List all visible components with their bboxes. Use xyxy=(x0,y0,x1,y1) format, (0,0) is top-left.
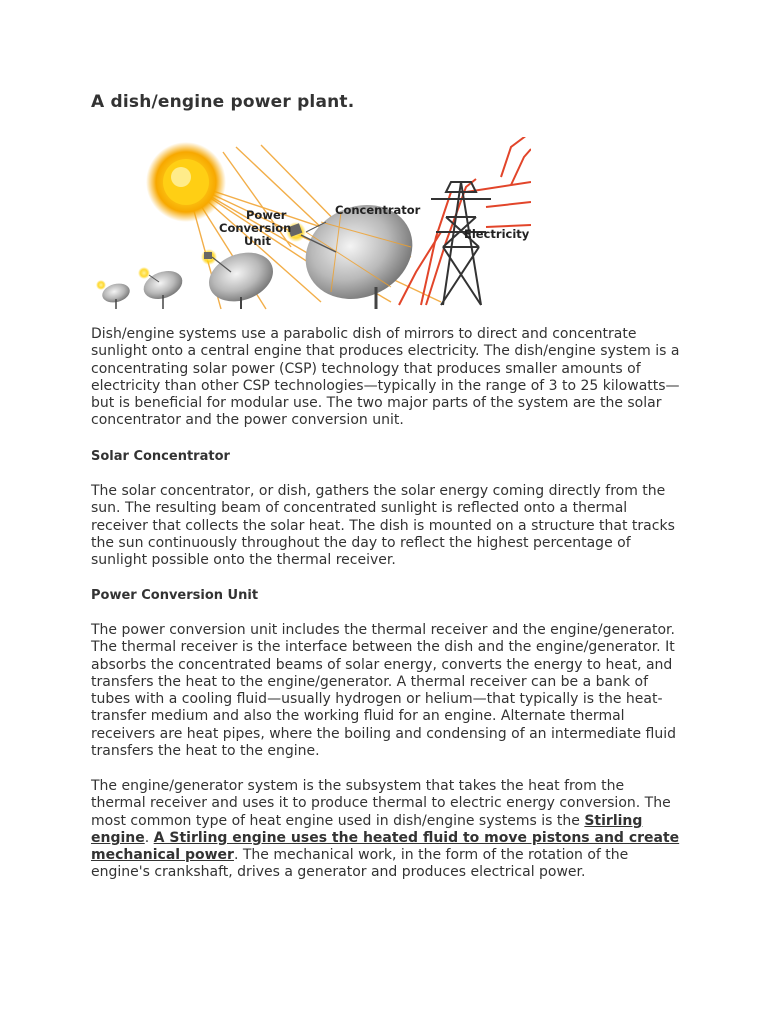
dish-engine-diagram xyxy=(91,137,531,315)
section-heading-solar-concentrator: Solar Concentrator xyxy=(91,449,230,464)
dish-small-1 xyxy=(96,280,132,309)
concentrator-label: Concentrator xyxy=(335,203,421,217)
page-title: A dish/engine power plant. xyxy=(91,92,355,112)
power-conversion-label-1: Power xyxy=(246,208,287,222)
power-conversion-label-3: Unit xyxy=(244,234,271,248)
stirling-engine-description-link[interactable]: A Stirling engine uses the heated fluid to move pistons and create mechanical power xyxy=(91,829,680,864)
engine-text-3: . The mechanical work, in the form of the rotation of the engine's crankshaft, drives a generator and produces electrical power. xyxy=(91,847,629,881)
power-conversion-paragraph: The power conversion unit includes the thermal receiver and the engine/generator. The thermal receiver is the interface between the dish and the engine/generator. It absorbs the concentrated beams of solar energy, converts the energy to heat, and transfers the heat to the engine/generator. A thermal receiver can be a bank of tubes with a cooling fluid—usually hydrogen or helium—that typically is the heat-transfer medium and also the working fluid for an engine. Alternate thermal receivers are heat pipes, where the boiling and condensing of an intermediate fluid transfers the heat to the engine. xyxy=(91,622,676,760)
engine-generator-paragraph xyxy=(91,778,681,882)
dish-engine-illustration xyxy=(91,137,531,315)
solar-concentrator-paragraph: The solar concentrator, or dish, gathers the solar energy coming directly from the sun. The resulting beam of concentrated sunlight is reflected onto a thermal receiver that collects the solar heat. The dish is mounted on a structure that tracks the sun continuously throughout the day to reflect the highest percentage of sunlight possible onto the thermal receiver. xyxy=(91,483,675,569)
intro-paragraph: Dish/engine systems use a parabolic dish of mirrors to direct and concentrate sunlight onto a central engine that produces electricity. The dish/engine system is a concentrating solar power (CSP) technology that produces smaller amounts of electricity than other CSP technologies—typically in the range of 3 to 25 kilowatts—but is beneficial for modular use. The two major parts of the system are the solar concentrator and the power conversion unit. xyxy=(91,326,680,429)
engine-text-2: . xyxy=(144,829,154,846)
stirling-engine-link[interactable]: Stirling engine xyxy=(91,812,643,846)
electricity-label: Electricity xyxy=(464,227,530,241)
engine-text-1: The engine/generator system is the subsystem that takes the heat from the thermal receiver and uses it to produce thermal to electric energy conversion. The most common type of heat engine used in dish/engine systems is the xyxy=(91,778,671,829)
power-conversion-label-2: Conversion xyxy=(219,221,292,235)
section-heading-power-conversion-unit: Power Conversion Unit xyxy=(91,588,259,603)
dish-small-2 xyxy=(138,266,186,309)
dish-medium xyxy=(201,244,280,310)
